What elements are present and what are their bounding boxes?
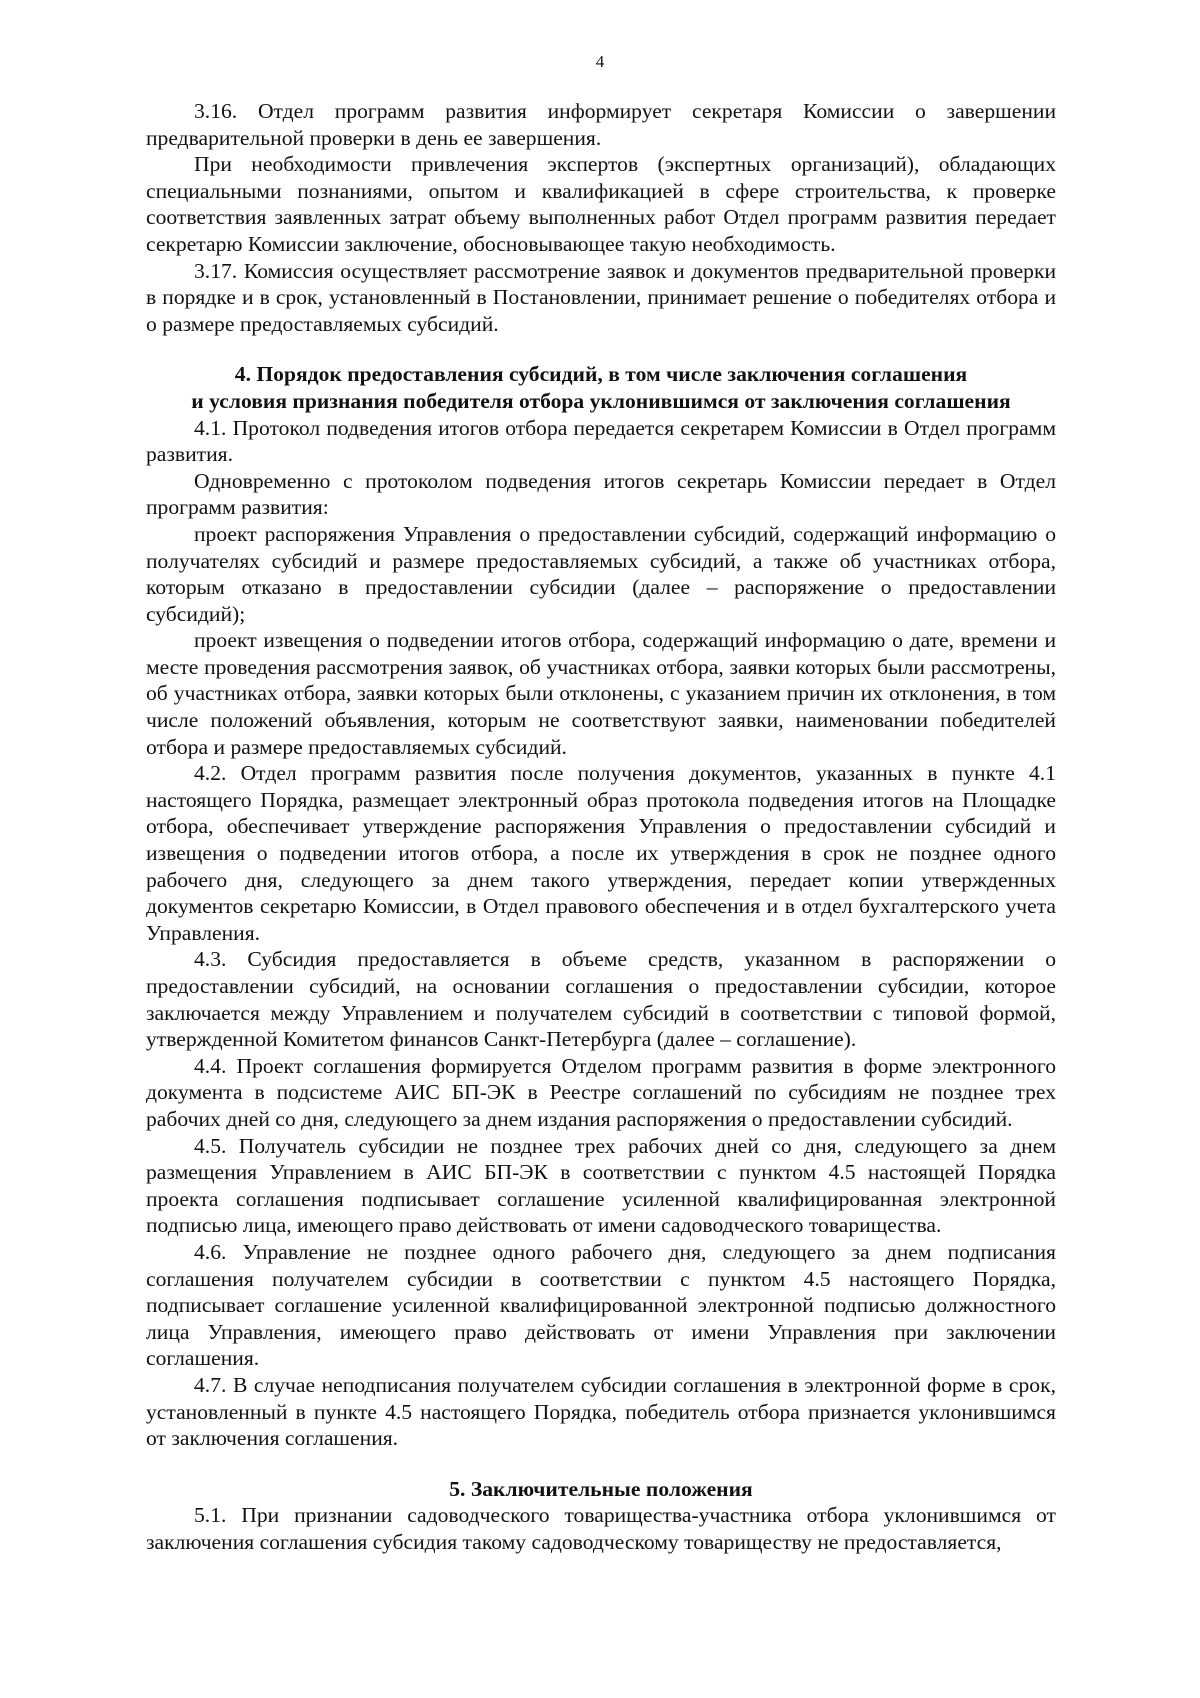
page-number: 4 (595, 52, 605, 71)
paragraph-4-7: 4.7. В случае неподписания получателем субсидии соглашения в электронной форме в срок, установленный в пункте 4.5 настоящего Порядка, победитель отбора признается уклонившимся от заключения соглашения. (146, 1372, 1056, 1451)
paragraph-4-1: 4.1. Протокол подведения итогов отбора передается секретарем Комиссии в Отдел программ развития. (146, 415, 1056, 467)
paragraph-4-2: 4.2. Отдел программ развития после получения документов, указанных в пункте 4.1 настоящего Порядка, размещает электронный образ протокола подведения итогов на Площадке отбора, обеспечивает утверждение распоряжения Управления о предоставлении субсидий и извещения о подведении итогов отбора, а после их утверждения в срок не позднее одного рабочего дня, следующего за днем такого утверждения, передает копии утвержденных документов секретарю Комиссии, в Отдел правового обеспечения и в отдел бухгалтерского учета Управления. (146, 761, 1056, 945)
section-4-heading (146, 361, 1056, 414)
paragraph-4-6: 4.6. Управление не позднее одного рабочего дня, следующего за днем подписания соглашения получателем субсидии в соответствии с пунктом 4.5 настоящего Порядка, подписывает соглашение усиленной квалифицированной электронной подписью должностного лица Управления, имеющего право действовать от имени Управления при заключении соглашения. (146, 1239, 1056, 1371)
paragraph-3-16-experts: При необходимости привлечения экспертов (экспертных организаций), обладающих специальными познаниями, опытом и квалификацией в сфере строительства, к проверке соответствия заявленных затрат объему выполненных работ Отдел программ развития передает секретарю Комиссии заключение, обосновывающее такую необходимость. (146, 152, 1056, 256)
paragraph-3-17: 3.17. Комиссия осуществляет рассмотрение заявок и документов предварительной проверки в порядке и в срок, установленный в Постановлении, принимает решение о победителях отбора и о размере предоставляемых субсидий. (146, 258, 1056, 336)
paragraph-4-4: 4.4. Проект соглашения формируется Отделом программ развития в форме электронного документа в подсистеме АИС БП-ЭК в Реестре соглашений по субсидиям не позднее трех рабочих дней со дня, следующего за днем издания распоряжения о предоставлении субсидий. (146, 1053, 1056, 1131)
paragraph-4-3: 4.3. Субсидия предоставляется в объеме средств, указанном в распоряжении о предоставлении субсидий, на основании соглашения о предоставлении субсидии, которое заключается между Управлением и получателем субсидий в соответствии с типовой формой, утвержденной Комитетом финансов Санкт-Петербурга (далее – соглашение). (146, 947, 1056, 1052)
paragraph-4-5: 4.5. Получатель субсидии не позднее трех рабочих дней со дня, следующего за днем размещения Управлением в АИС БП-ЭК в соответствии с пунктом 4.5 настоящей Порядка проекта соглашения подписывает соглашение усиленной квалифицированная электронной подписью лица, имеющего право действовать от имени садоводческого товарищества. (146, 1133, 1056, 1238)
section-5-heading: 5. Заключительные положения (449, 1476, 753, 1501)
paragraph-3-16: 3.16. Отдел программ развития информирует секретаря Комиссии о завершении предварительной проверки в день ее завершения. (146, 99, 1056, 150)
section-4-heading-line-1: 4. Порядок предоставления субсидий, в том числе заключения соглашения (234, 362, 968, 387)
section-4-heading-line-2: и условия признания победителя отбора уклонившимся от заключения соглашения (191, 388, 1011, 413)
document-body (146, 98, 1056, 1555)
paragraph-4-1-simultaneously: Одновременно с протоколом подведения итогов секретарь Комиссии передает в Отдел программ развития: (146, 468, 1056, 520)
paragraph-4-1-draft-order: проект распоряжения Управления о предоставлении субсидий, содержащий информацию о получателях субсидий и размере предоставляемых субсидий, а также об участниках отбора, которым отказано в предоставлении субсидии (далее – распоряжение о предоставлении субсидий); (146, 521, 1056, 626)
paragraph-4-1-draft-notice: проект извещения о подведении итогов отбора, содержащий информацию о дате, времени и месте проведения рассмотрения заявок, об участниках отбора, заявки которых были рассмотрены, об участниках отбора, заявки которых были отклонены, с указанием причин их отклонения, в том числе положений объявления, которым не соответствуют заявки, наименовании победителей отбора и размере предоставляемых субсидий. (146, 628, 1056, 759)
paragraph-5-1: 5.1. При признании садоводческого товарищества-участника отбора уклонившимся от заключения соглашения субсидия такому садоводческому товариществу не предоставляется, (146, 1503, 1056, 1554)
